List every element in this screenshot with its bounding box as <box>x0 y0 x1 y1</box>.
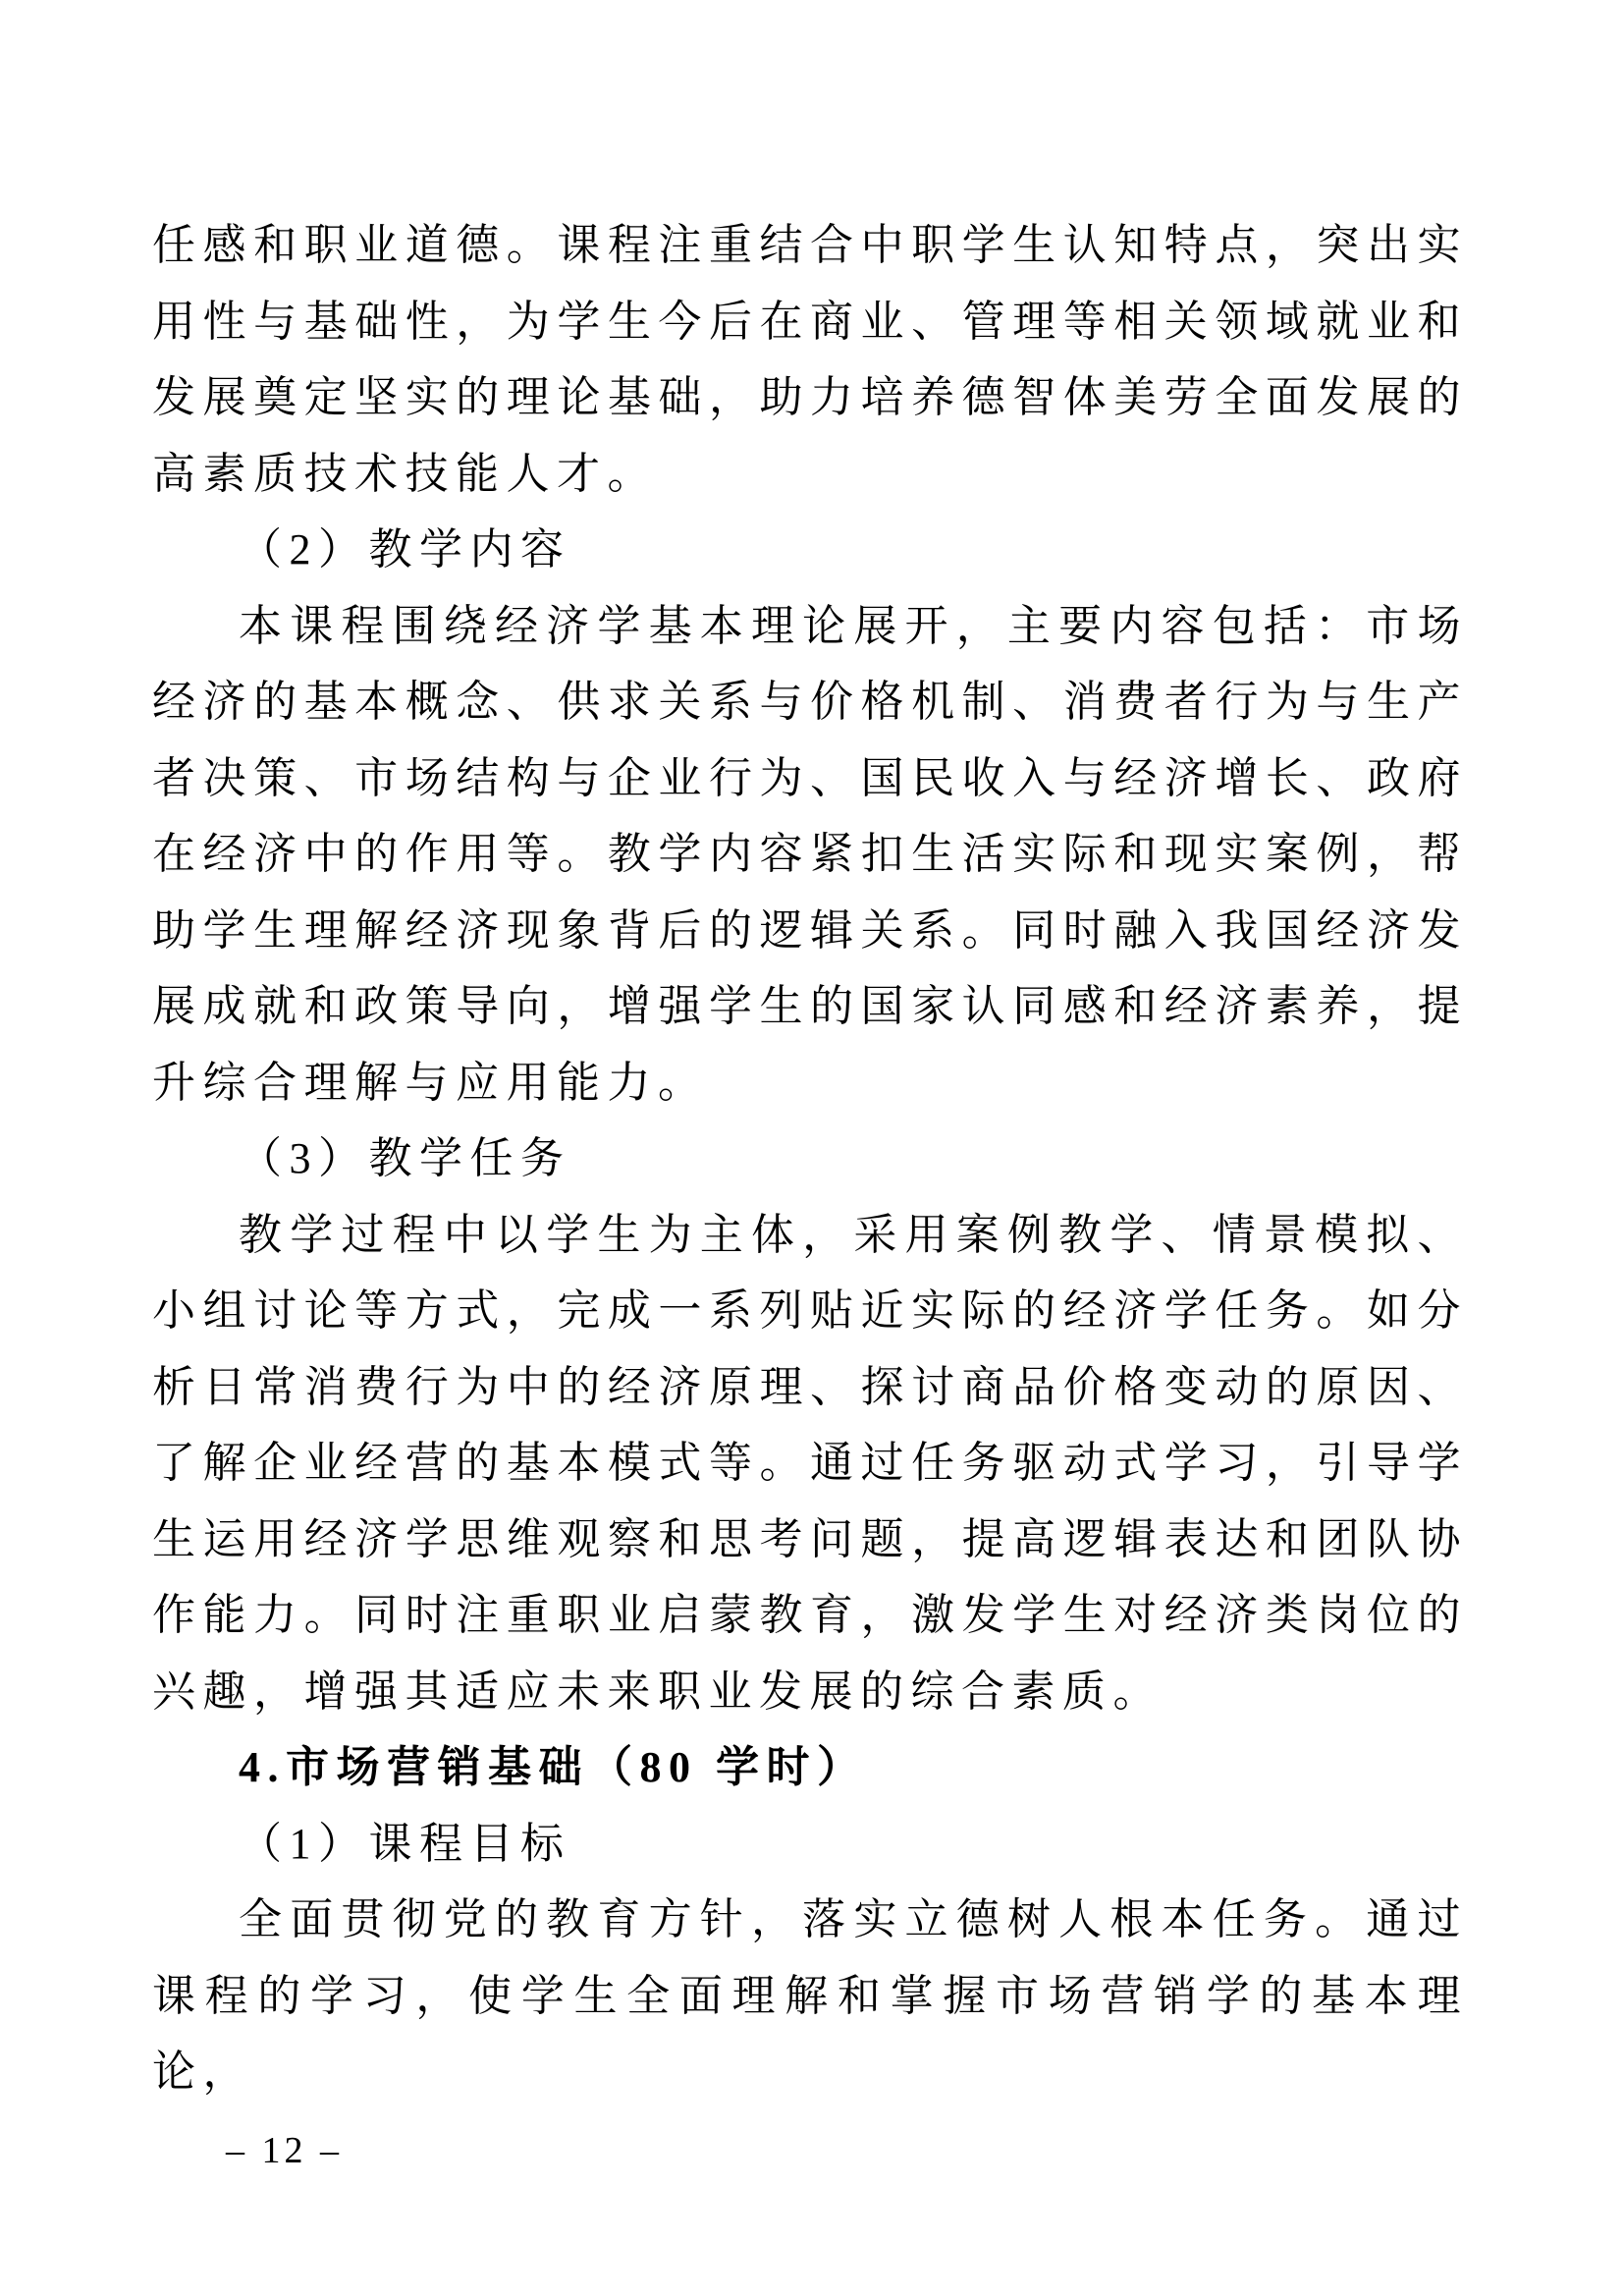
page-body <box>152 207 1468 2110</box>
paragraph-teaching-content: 本课程围绕经济学基本理论展开，主要内容包括：市场经济的基本概念、供求关系与价格机制、消费者行为与生产者决策、市场结构与企业行为、国民收入与经济增长、政府在经济中的作用等。教学内容紧扣生活实际和现实案例，帮助学生理解经济现象背后的逻辑关系。同时融入我国经济发展成就和政策导向，增强学生的国家认同感和经济素养，提升综合理解与应用能力。 <box>152 601 1468 1107</box>
subheading-course-goals: （1）课程目标 <box>239 1819 571 1868</box>
paragraph-course-goals: 全面贯彻党的教育方针，落实立德树人根本任务。通过课程的学习，使学生全面理解和掌握市场营销学的基本理论， <box>152 1895 1468 2096</box>
page-number: – 12 – <box>226 2130 343 2171</box>
subheading-teaching-tasks: （3）教学任务 <box>239 1134 571 1182</box>
section-heading-marketing-basics: 4.市场营销基础（80 学时） <box>239 1743 868 1791</box>
subheading-teaching-content: （2）教学内容 <box>239 525 571 574</box>
paragraph-continuation: 任感和职业道德。课程注重结合中职学生认知特点，突出实用性与基础性，为学生今后在商业、管理等相关领域就业和发展奠定坚实的理论基础，助力培养德智体美劳全面发展的高素质技术技能人才。 <box>152 221 1468 498</box>
paragraph-teaching-tasks: 教学过程中以学生为主体，采用案例教学、情景模拟、小组讨论等方式，完成一系列贴近实际的经济学任务。如分析日常消费行为中的经济原理、探讨商品价格变动的原因、了解企业经营的基本模式等。通过任务驱动式学习，引导学生运用经济学思维观察和思考问题，提高逻辑表达和团队协作能力。同时注重职业启蒙教育，激发学生对经济类岗位的兴趣，增强其适应未来职业发展的综合素质。 <box>152 1210 1468 1716</box>
